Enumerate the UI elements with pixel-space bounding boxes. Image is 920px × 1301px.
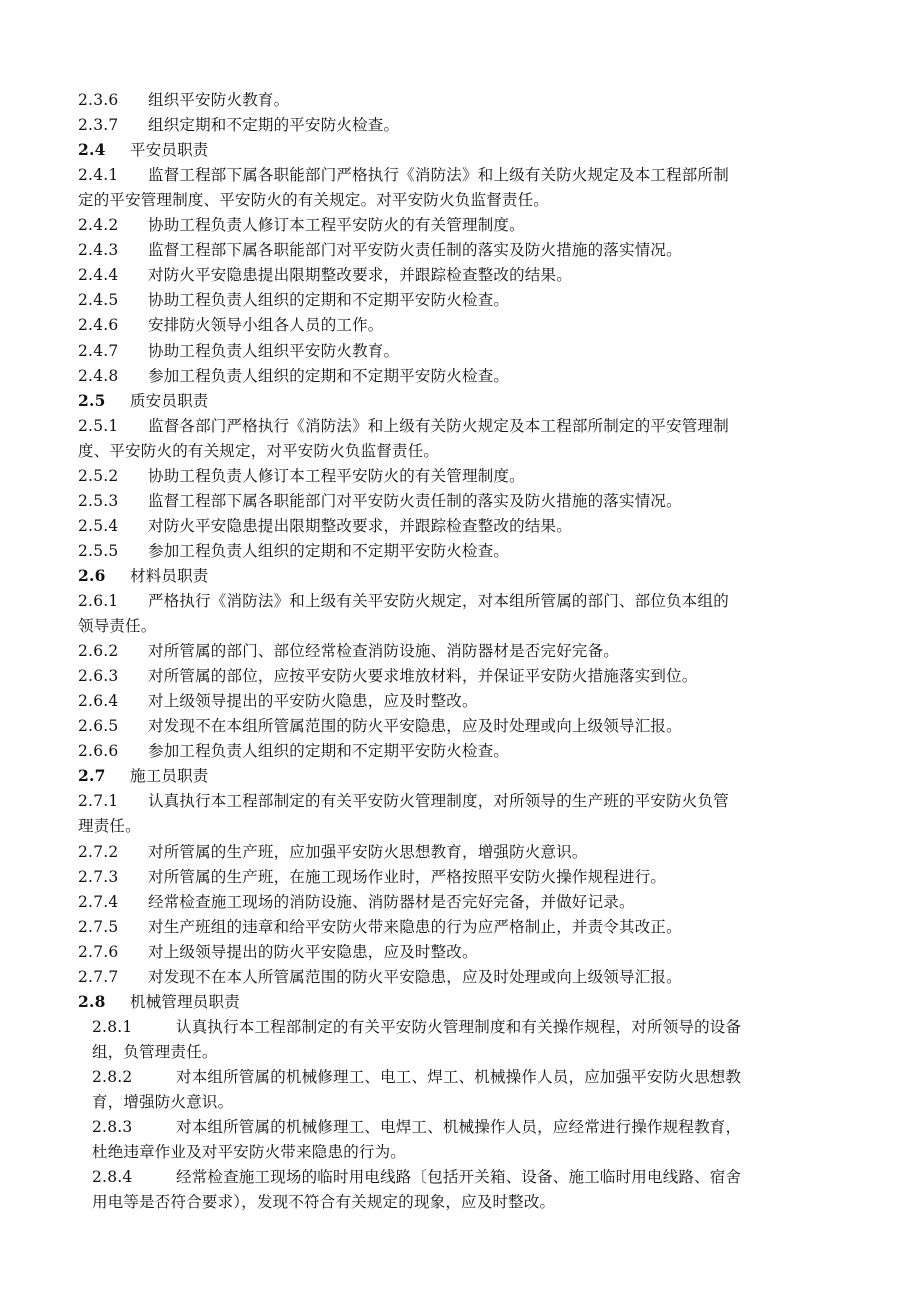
clause-text: 经常检查施工现场的临时用电线路〔包括开关箱、设备、施工临时用电线路、宿舍 — [176, 1168, 742, 1187]
clause-number: 2.6.3 — [78, 667, 119, 686]
list-item — [78, 514, 840, 539]
clause-text: 组织定期和不定期的平安防火检查。 — [148, 116, 400, 135]
list-item — [78, 915, 840, 940]
clause-text: 认真执行本工程部制定的有关平安防火管理制度，对所领导的生产班的平安防火负管 — [148, 792, 729, 811]
clause-number: 2.8 — [78, 991, 106, 1011]
clause-text: 领导责任。 — [78, 617, 157, 636]
clause-number: 2.6.4 — [78, 692, 119, 711]
clause-number: 2.7.4 — [78, 892, 119, 911]
list-item — [92, 1115, 840, 1140]
paragraph-continuation — [92, 1190, 840, 1215]
list-item — [78, 414, 840, 439]
list-item — [78, 539, 840, 564]
paragraph-continuation — [92, 1140, 840, 1165]
clause-text: 对本组所管属的机械修理工、电工、焊工、机械操作人员，应加强平安防火思想教 — [176, 1067, 742, 1086]
clause-text: 协助工程负责人组织平安防火教育。 — [148, 341, 400, 360]
clause-number: 2.4.7 — [78, 341, 119, 360]
clause-number: 2.6 — [78, 565, 106, 585]
clause-number: 2.5.4 — [78, 516, 119, 535]
paragraph-continuation — [92, 1090, 840, 1115]
section-heading — [78, 764, 840, 789]
list-item — [78, 789, 840, 814]
clause-text: 参加工程负责人组织的定期和不定期平安防火检查。 — [148, 541, 510, 560]
clause-number: 2.6.6 — [78, 742, 119, 761]
clause-number: 2.5.2 — [78, 466, 119, 485]
clause-text: 安排防火领导小组各人员的工作。 — [148, 316, 384, 335]
list-item — [78, 739, 840, 764]
clause-text: 参加工程负责人组织的定期和不定期平安防火检查。 — [148, 742, 510, 761]
list-item — [78, 313, 840, 338]
clause-text: 监督工程部下属各职能部门对平安防火责任制的落实及防火措施的落实情况。 — [148, 241, 682, 260]
paragraph-continuation — [78, 814, 840, 839]
clause-text: 对所管属的生产班，应加强平安防火思想教育，增强防火意识。 — [148, 842, 588, 861]
clause-number: 2.4.3 — [78, 241, 119, 260]
list-item — [92, 1165, 840, 1190]
clause-text: 对所管属的生产班，在施工现场作业时，严格按照平安防火操作规程进行。 — [148, 867, 667, 886]
clause-number: 2.4.8 — [78, 366, 119, 385]
clause-text: 协助工程负责人组织的定期和不定期平安防火检查。 — [148, 291, 510, 310]
clause-text: 对所管属的部门、部位经常检查消防设施、消防器材是否完好完备。 — [148, 642, 620, 661]
clause-text: 协助工程负责人修订本工程平安防火的有关管理制度。 — [148, 216, 525, 235]
clause-text: 机械管理员职责 — [130, 992, 240, 1011]
list-item — [78, 288, 840, 313]
list-item — [78, 364, 840, 389]
clause-number: 2.6.5 — [78, 717, 119, 736]
list-item — [78, 88, 840, 113]
clause-text: 参加工程负责人组织的定期和不定期平安防火检查。 — [148, 366, 510, 385]
section-heading — [78, 138, 840, 163]
clause-number: 2.3.7 — [78, 116, 119, 135]
clause-text: 协助工程负责人修订本工程平安防火的有关管理制度。 — [148, 466, 525, 485]
clause-text: 经常检查施工现场的消防设施、消防器材是否完好完备，并做好记录。 — [148, 892, 635, 911]
list-item — [78, 464, 840, 489]
clause-number: 2.4.2 — [78, 216, 119, 235]
list-item — [78, 339, 840, 364]
clause-number: 2.5 — [78, 390, 106, 410]
clause-number: 2.7.2 — [78, 842, 119, 861]
clause-number: 2.4.1 — [78, 166, 119, 185]
list-item — [78, 489, 840, 514]
clause-number: 2.7.6 — [78, 942, 119, 961]
section-heading — [78, 564, 840, 589]
clause-number: 2.7.3 — [78, 867, 119, 886]
clause-text: 对防火平安隐患提出限期整改要求，并跟踪检查整改的结果。 — [148, 516, 572, 535]
clause-text: 用电等是否符合要求），发现不符合有关规定的现象，应及时整改。 — [92, 1193, 556, 1212]
list-item — [78, 714, 840, 739]
clause-number: 2.6.2 — [78, 642, 119, 661]
paragraph-continuation — [78, 188, 840, 213]
clause-number: 2.7.1 — [78, 792, 119, 811]
list-item — [78, 639, 840, 664]
clause-text: 对本组所管属的机械修理工、电焊工、机械操作人员，应经常进行操作规程教育， — [176, 1118, 742, 1137]
clause-text: 对上级领导提出的防火平安隐患，应及时整改。 — [148, 942, 478, 961]
list-item — [78, 163, 840, 188]
clause-number: 2.7.7 — [78, 967, 119, 986]
list-item — [78, 890, 840, 915]
clause-text: 监督各部门严格执行《消防法》和上级有关防火规定及本工程部所制定的平安管理制 — [148, 416, 729, 435]
clause-text: 对防火平安隐患提出限期整改要求，并跟踪检查整改的结果。 — [148, 266, 572, 285]
clause-text: 材料员职责 — [130, 566, 209, 585]
clause-text: 对发现不在本人所管属范围的防火平安隐患，应及时处理或向上级领导汇报。 — [148, 967, 682, 986]
clause-number: 2.7.5 — [78, 917, 119, 936]
list-item — [78, 589, 840, 614]
clause-number: 2.6.1 — [78, 592, 119, 610]
clause-text: 监督工程部下属各职能部门严格执行《消防法》和上级有关防火规定及本工程部所制 — [148, 166, 729, 185]
clause-number: 2.8.4 — [92, 1168, 133, 1187]
paragraph-continuation — [78, 614, 840, 639]
clause-number: 2.8.2 — [92, 1067, 133, 1086]
section-heading — [78, 389, 840, 414]
clause-number: 2.5.5 — [78, 541, 119, 560]
list-item — [78, 113, 840, 138]
clause-number: 2.7 — [78, 766, 106, 786]
list-item — [78, 664, 840, 689]
clause-text: 对上级领导提出的平安防火隐患，应及时整改。 — [148, 692, 478, 711]
clause-number: 2.5.1 — [78, 416, 119, 435]
clause-text: 组，负管理责任。 — [92, 1042, 218, 1061]
clause-text: 监督工程部下属各职能部门对平安防火责任制的落实及防火措施的落实情况。 — [148, 491, 682, 510]
clause-text: 理责任。 — [78, 817, 141, 836]
paragraph-continuation — [92, 1040, 840, 1065]
clause-text: 严格执行《消防法》和上级有关平安防火规定，对本组所管属的部门、部位负本组的 — [148, 592, 729, 610]
clause-number: 2.4.5 — [78, 291, 119, 310]
list-item — [78, 965, 840, 990]
clause-text: 对生产班组的违章和给平安防火带来隐患的行为应严格制止，并责令其改正。 — [148, 917, 682, 936]
clause-number: 2.8.3 — [92, 1118, 133, 1137]
clause-text: 质安员职责 — [130, 391, 209, 410]
list-item — [78, 865, 840, 890]
list-item — [78, 689, 840, 714]
clause-text: 定的平安管理制度、平安防火的有关规定。对平安防火负监督责任。 — [78, 191, 550, 210]
paragraph-continuation — [78, 439, 840, 464]
clause-number: 2.4.6 — [78, 316, 119, 335]
clause-text: 对发现不在本组所管属范围的防火平安隐患，应及时处理或向上级领导汇报。 — [148, 717, 682, 736]
clause-text: 度、平安防火的有关规定，对平安防火负监督责任。 — [78, 441, 440, 460]
clause-number: 2.8.1 — [92, 1017, 133, 1036]
clause-number: 2.4 — [78, 140, 106, 160]
clause-text: 施工员职责 — [130, 767, 209, 786]
list-item — [92, 1015, 840, 1040]
clause-text: 平安员职责 — [130, 141, 209, 160]
list-item — [78, 263, 840, 288]
list-item — [78, 238, 840, 263]
clause-text: 育，增强防火意识。 — [92, 1093, 234, 1111]
clause-number: 2.5.3 — [78, 491, 119, 510]
clause-number: 2.4.4 — [78, 266, 119, 285]
list-item — [78, 940, 840, 965]
section-heading — [78, 990, 840, 1015]
list-item — [78, 840, 840, 865]
clause-text: 杜绝违章作业及对平安防火带来隐患的行为。 — [92, 1143, 407, 1162]
clause-text: 认真执行本工程部制定的有关平安防火管理制度和有关操作规程，对所领导的设备 — [176, 1017, 742, 1036]
list-item — [78, 213, 840, 238]
clause-text: 组织平安防火教育。 — [148, 91, 290, 109]
list-item — [92, 1065, 840, 1090]
clause-text: 对所管属的部位，应按平安防火要求堆放材料，并保证平安防火措施落实到位。 — [148, 667, 698, 686]
clause-number: 2.3.6 — [78, 91, 119, 109]
